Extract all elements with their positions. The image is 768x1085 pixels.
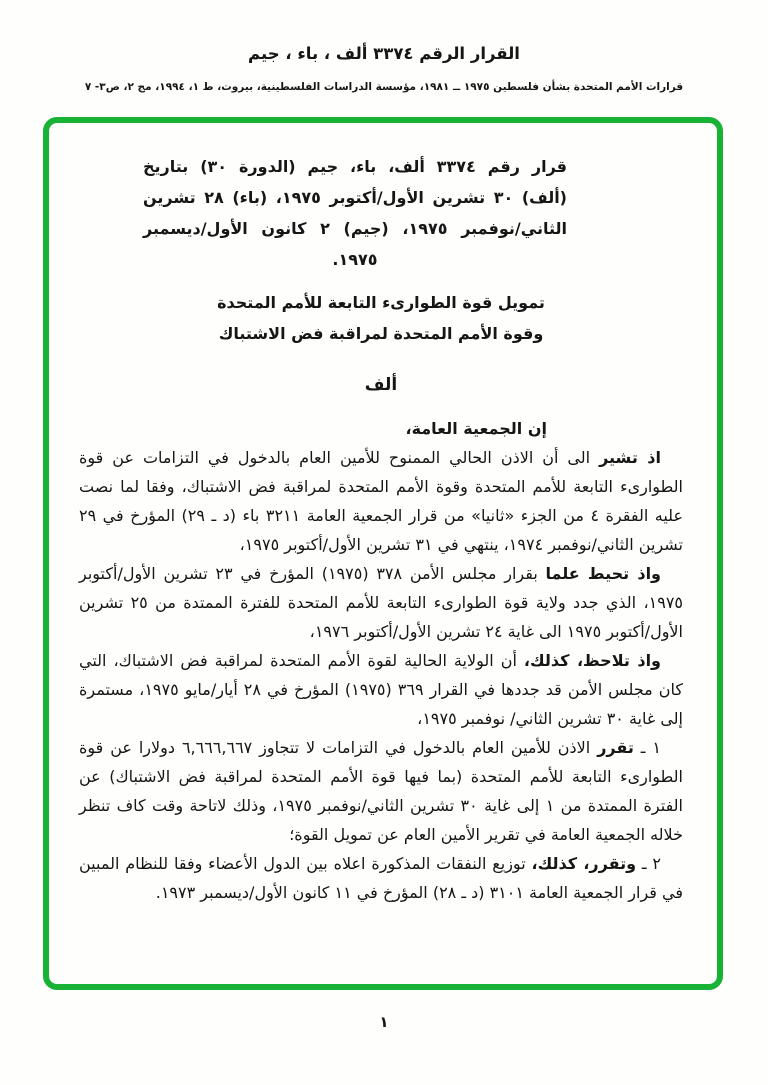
paragraph-lead: وتقرر، كذلك،: [531, 854, 637, 873]
paragraph-operative-2: [79, 849, 683, 907]
page-number: ١: [379, 1013, 389, 1031]
page-title: القرار الرقم ٣٣٧٤ ألف ، باء ، جيم: [248, 44, 520, 63]
paragraph-prefix: ١ ـ: [633, 738, 661, 757]
paragraph-noting-also: [79, 646, 683, 733]
paragraph-text: الاذن للأمين العام بالدخول في التزامات لا تتجاوز ٦,٦٦٦,٦٦٧ دولارا عن قوة الطوارىء التابعة للأمم المتحدة (بما فيها قوة الأمم المتحدة لمراقبة فض الاشتباك) عن الفترة الممتدة من ١ إلى غاية ٣٠ تشرين الثاني/نوفمبر ١٩٧٥، وذلك لاتاحة وقت كاف تنظر خلاله الجمعية العامة في تقرير الأمين العام عن تمويل القوة؛: [79, 738, 683, 844]
paragraph-taking-note: [79, 559, 683, 646]
paragraph-text: الى أن الاذن الحالي الممنوح للأمين العام بالدخول في التزامات عن قوة الطوارىء التابعة للأمم المتحدة وقوة الأمم المتحدة لمراقبة فض الاشتباك، وفقا لما نصت عليه الفقرة ٤ من الجزء «ثانيا» من قرار الجمعية العامة ٣٢١١ باء (د ـ ٢٩) المؤرخ في ٢٩ تشرين الثاني/نوفمبر ١٩٧٤، ينتهي في ٣١ تشرين الأول/أكتوبر ١٩٧٥،: [79, 448, 683, 554]
resolution-intro: قرار رقم ٣٣٧٤ ألف، باء، جيم (الدورة ٣٠) بتاريخ (ألف) ٣٠ تشرين الأول/أكتوبر ١٩٧٥، (باء) ٢٨ تشرين الثاني/نوفمبر ١٩٧٥، (جيم) ٢ كانون الأول/ديسمبر ١٩٧٥.: [143, 157, 568, 269]
paragraph-recalling: [79, 443, 683, 559]
paragraph-text: توزيع النفقات المذكورة اعلاه بين الدول الأعضاء وفقا للنظام المبين في قرار الجمعية العامة ٣١٠١ (د ـ ٢٨) المؤرخ في ١١ كانون الأول/ديسمبر ١٩٧٣.: [79, 854, 683, 902]
paragraph-lead: اذ تشير: [599, 448, 661, 467]
subject-line-1: تمويل قوة الطوارىء التابعة للأمم المتحدة: [217, 293, 545, 312]
source-citation-line: قرارات الأمم المتحدة بشأن فلسطين ١٩٧٥ ــ ١٩٨١، مؤسسة الدراسات الفلسطينية، بيروت، ط ١، ١٩٩٤، مج ٢، ص٣- ٧: [84, 81, 684, 93]
preamble-heading: إن الجمعية العامة،: [405, 419, 547, 438]
document-content: [49, 123, 717, 907]
paragraph-operative-1: [79, 733, 683, 849]
document-frame: [43, 117, 723, 990]
subject-line-2: وقوة الأمم المتحدة لمراقبة فض الاشتباك: [218, 324, 544, 343]
paragraph-prefix: ٢ ـ: [636, 854, 661, 873]
paragraph-lead: واذ تلاحظ، كذلك،: [523, 651, 662, 670]
resolution-subject-title: [79, 287, 683, 349]
section-label-alef: ألف: [364, 375, 398, 395]
paragraph-text: أن الولاية الحالية لقوة الأمم المتحدة لمراقبة فض الاشتباك، التي كان مجلس الأمن قد جددها في القرار ٣٦٩ (١٩٧٥) المؤرخ في ٢٨ أيار/مايو ١٩٧٥، مستمرة إلى غاية ٣٠ تشرين الثاني/ نوفمبر ١٩٧٥،: [79, 651, 683, 728]
paragraph-text: بقرار مجلس الأمن ٣٧٨ (١٩٧٥) المؤرخ في ٢٣ تشرين الأول/أكتوبر ١٩٧٥، الذي جدد ولاية قوة الطوارىء التابعة للأمم المتحدة للفترة الممتدة من ٢٥ تشرين الأول/أكتوبر ١٩٧٥ الى غاية ٢٤ تشرين الأول/أكتوبر ١٩٧٦،: [79, 564, 683, 641]
paragraph-lead: تقرر: [597, 738, 634, 757]
paragraph-lead: واذ تحيط علما: [545, 564, 662, 583]
